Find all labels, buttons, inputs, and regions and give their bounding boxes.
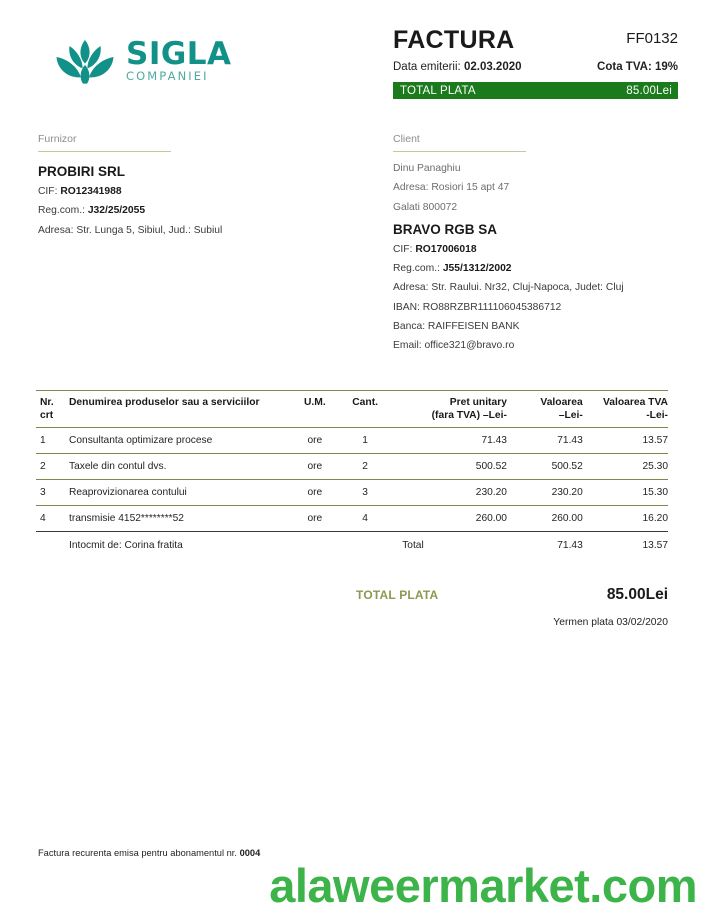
- supplier-cif: [38, 187, 338, 197]
- recurring-note-text: Factura recurenta emisa pentru abonamentul nr.: [38, 848, 237, 858]
- invoice-subinfo-row: [393, 61, 678, 73]
- client-address: Adresa: Str. Raului. Nr32, Cluj-Napoca, Judet: Cluj: [393, 282, 624, 294]
- supplier-name: PROBIRI SRL: [38, 164, 126, 179]
- logo-subtitle: COMPANIEI: [126, 69, 209, 84]
- grand-total-label: TOTAL PLATA: [356, 588, 439, 602]
- invoice-number: FF0132: [626, 30, 678, 47]
- invoice-date-label: Data emiterii:: [393, 61, 461, 73]
- cell-nr: 3: [40, 487, 46, 498]
- header-tva-unit: -Lei-: [646, 410, 668, 421]
- totals-spacer-um: [292, 532, 338, 559]
- header-denumire-sub: [69, 410, 292, 428]
- cell-cant: 4: [362, 513, 368, 524]
- cell-tva: 15.30: [642, 487, 668, 498]
- table-row: [36, 428, 668, 454]
- invoice-date: [393, 61, 522, 73]
- header-cant: Cant.: [338, 391, 392, 411]
- cell-nr: 4: [40, 513, 46, 524]
- client-block: [393, 133, 683, 361]
- cell-cant: 2: [362, 461, 368, 472]
- total-payment-bar-value: 85.00Lei: [626, 84, 672, 97]
- header-denumire: Denumirea produselor sau a serviciilor: [69, 391, 292, 411]
- supplier-cif-value: RO12341988: [60, 186, 122, 197]
- client-cif-label: CIF:: [393, 243, 413, 255]
- total-payment-bar-label: TOTAL PLATA: [400, 84, 476, 97]
- total-payment-bar: [393, 82, 678, 99]
- table-header-row-1: [36, 391, 668, 411]
- supplier-reg-label: Reg.com.:: [38, 205, 85, 217]
- supplier-cif-label: CIF:: [38, 186, 58, 197]
- cell-pret: 500.52: [475, 461, 507, 472]
- client-reg-value: J55/1312/2002: [442, 263, 512, 275]
- cell-nr: 2: [40, 461, 46, 472]
- payment-term: Yermen plata 03/02/2020: [553, 617, 668, 628]
- header-valoare: Valoarea: [507, 391, 583, 411]
- cell-denumire: transmisie 4152********52: [69, 513, 184, 524]
- cell-denumire: Taxele din contul dvs.: [69, 461, 167, 472]
- header-valoare-tva: Valoarea TVA: [583, 391, 668, 411]
- totals-label: Total: [392, 532, 507, 559]
- supplier-block: [38, 133, 338, 245]
- table-row: [36, 454, 668, 480]
- totals-spacer: [36, 532, 69, 559]
- invoice-vat-rate: Cota TVA: 19%: [597, 61, 678, 73]
- table-totals-row: [36, 532, 668, 559]
- header-um: U.M.: [292, 391, 338, 411]
- header-nr-crt: crt: [40, 410, 54, 421]
- cell-um: ore: [307, 435, 323, 446]
- cell-valoare: 260.00: [551, 513, 583, 524]
- client-divider: [393, 151, 526, 152]
- cell-denumire: Reaprovizionarea contului: [69, 487, 187, 498]
- client-contact-city: Galati 800072: [393, 201, 458, 213]
- header-cant-sub: [338, 410, 392, 428]
- cell-pret: 230.20: [475, 487, 507, 498]
- grand-total-value: 85.00Lei: [606, 586, 668, 603]
- line-items-table: [36, 390, 668, 558]
- line-items-head: [36, 391, 668, 428]
- cell-tva: 25.30: [642, 461, 668, 472]
- cell-cant: 3: [362, 487, 368, 498]
- prepared-by: Intocmit de: Corina fratita: [69, 532, 292, 559]
- logo-name: SIGLA: [126, 36, 232, 73]
- client-cif-value: RO17006018: [415, 243, 477, 255]
- client-reg-label: Reg.com.:: [393, 263, 440, 275]
- cell-um: ore: [307, 487, 323, 498]
- recurring-note-number: 0004: [239, 848, 261, 858]
- lotus-flower-icon: [52, 34, 118, 86]
- supplier-label: Furnizor: [38, 133, 77, 145]
- client-label: Client: [393, 133, 420, 145]
- logo-wordmark: [126, 37, 232, 83]
- client-iban: IBAN: RO88RZBR111106045386712: [393, 301, 562, 313]
- cell-cant: 1: [362, 435, 368, 446]
- client-cif: [393, 245, 683, 255]
- table-header-row-2: [36, 410, 668, 428]
- client-email: Email: office321@bravo.ro: [393, 340, 515, 352]
- cell-tva: 16.20: [642, 513, 668, 524]
- totals-spacer-cant: [338, 532, 392, 559]
- header-pret-unitar: Pret unitary: [392, 391, 507, 411]
- header-nr: Nr.: [36, 391, 69, 411]
- client-reg: [393, 264, 683, 274]
- watermark-text: alaweermarket.com: [269, 859, 697, 912]
- header-pret-unit: (fara TVA) –Lei-: [431, 410, 507, 421]
- supplier-address: Adresa: Str. Lunga 5, Sibiul, Jud.: Subiul: [38, 224, 223, 236]
- table-row: [36, 506, 668, 532]
- invoice-meta-block: [393, 28, 678, 99]
- cell-tva: 13.57: [642, 435, 668, 446]
- supplier-divider: [38, 151, 171, 152]
- cell-nr: 1: [40, 435, 46, 446]
- client-contact-address: Adresa: Rosiori 15 apt 47: [393, 182, 510, 194]
- invoice-title-row: [393, 28, 678, 53]
- company-logo: [52, 34, 232, 86]
- header-um-sub: [292, 410, 338, 428]
- totals-tva: 13.57: [583, 532, 668, 559]
- client-bank: Banca: RAIFFEISEN BANK: [393, 321, 520, 333]
- invoice-header: [0, 28, 705, 118]
- header-valoare-unit: –Lei-: [558, 410, 583, 421]
- cell-valoare: 500.52: [551, 461, 583, 472]
- cell-denumire: Consultanta optimizare procese: [69, 435, 213, 446]
- cell-pret: 260.00: [475, 513, 507, 524]
- line-items-body: [36, 428, 668, 559]
- grand-total-row: [356, 586, 668, 604]
- table-row: [36, 480, 668, 506]
- client-contact-name: Dinu Panaghiu: [393, 163, 461, 174]
- supplier-reg-value: J32/25/2055: [87, 205, 146, 217]
- invoice-title: FACTURA: [393, 26, 515, 54]
- cell-valoare: 71.43: [557, 435, 583, 446]
- totals-valoare: 71.43: [507, 532, 583, 559]
- cell-um: ore: [307, 461, 323, 472]
- supplier-reg: [38, 206, 338, 216]
- invoice-date-value: 02.03.2020: [463, 61, 522, 73]
- client-name: BRAVO RGB SA: [393, 221, 498, 237]
- cell-pret: 71.43: [481, 435, 507, 446]
- cell-valoare: 230.20: [551, 487, 583, 498]
- recurring-invoice-note: [38, 848, 260, 858]
- cell-um: ore: [307, 513, 323, 524]
